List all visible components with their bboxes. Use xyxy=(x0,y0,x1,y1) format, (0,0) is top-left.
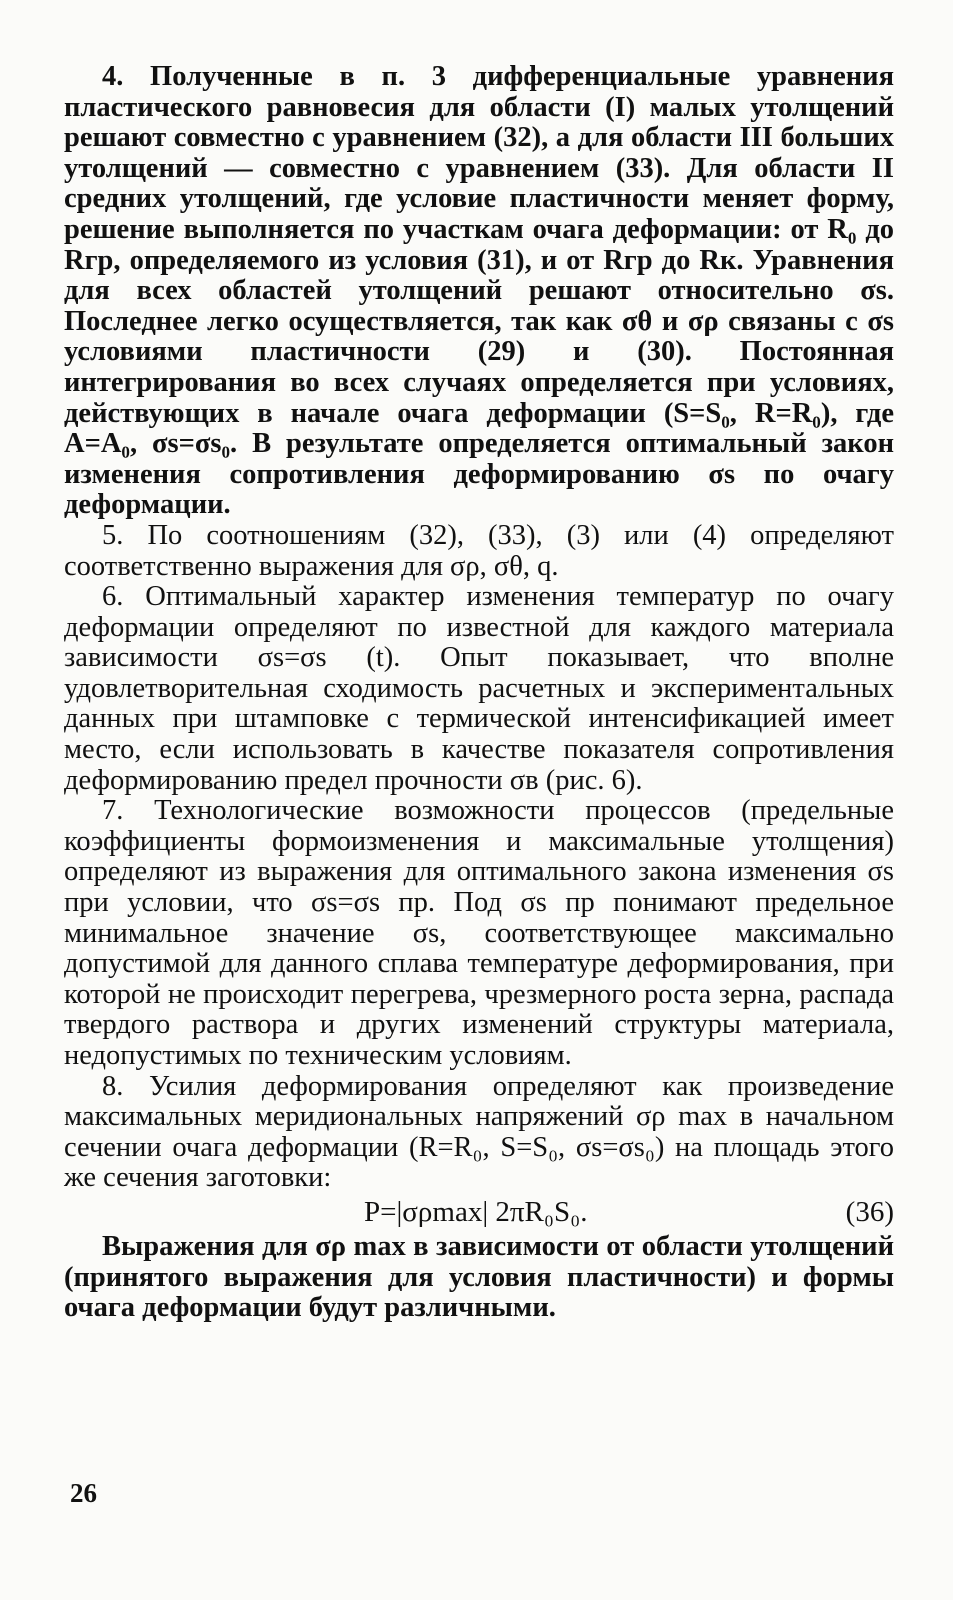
paragraph-item-7: 7. Технологические возможности процессов (предельные коэффициенты формоизменения и максимальные утолщения) определяют из выражения для оптимального закона изменения σs при условии, что σs=σs пр. Под σs пр понимают предельное минимальное значение σs, соответствующее максимально допустимой для данного сплава температуре деформирования, при которой не происходит перегрева, чрезмерного роста зерна, распада твердого раствора и других изменений структуры материала, недопустимых по техническим условиям. xyxy=(64,795,894,1071)
page-number: 26 xyxy=(70,1478,97,1508)
equation-number: (36) xyxy=(845,1195,894,1228)
equation-expression: P=|σρmax| 2πR₀S₀. xyxy=(364,1195,588,1228)
paragraph-item-4: 4. Полученные в п. 3 дифференциальные уравнения пластического равновесия для области (I) малых утолщений решают совместно с уравнением (32), а для области III больших утолщений — совместно с уравнением (33). Для области II средних утолщений, где условие пластичности меняет форму, решение выполняется по участкам очага деформации: от R₀ до Rгр, определяемого из условия (31), и от Rгр до Rк. Уравнения для всех областей утолщений решают относительно σs. Последнее легко осуществляется, так как σθ и σρ связаны с σs условиями пластичности (29) и (30). Постоянная интегрирования во всех случаях определяется при условиях, действующих в начале очага деформации (S=S₀, R=R₀), где A=A₀, σs=σs₀. В результате определяется оптимальный закон изменения сопротивления деформированию σs по очагу деформации. xyxy=(64,61,894,521)
body-text xyxy=(64,62,894,1324)
paragraph-item-6: 6. Оптимальный характер изменения температур по очагу деформации определяют по известной для каждого материала зависимости σs=σs (t). Опыт показывает, что вполне удовлетворительная сходимость расчетных и экспериментальных данных при штамповке с термической интенсификацией имеет место, если использовать в качестве показателя сопротивления деформированию предел прочности σв (рис. 6). xyxy=(64,581,894,796)
paragraph-item-5: 5. По соотношениям (32), (33), (3) или (4) определяют соответственно выражения для σρ, σθ, q. xyxy=(64,519,894,582)
equation-36 xyxy=(64,1194,894,1230)
paragraph-item-8: 8. Усилия деформирования определяют как произведение максимальных меридиональных напряжений σρ max в начальном сечении очага деформации (R=R₀, S=S₀, σs=σs₀) на площадь этого же сечения заготовки: xyxy=(64,1070,894,1194)
closing-paragraph: Выражения для σρ max в зависимости от области утолщений (принятого выражения для условия пластичности) и формы очага деформации будут различными. xyxy=(64,1230,894,1324)
